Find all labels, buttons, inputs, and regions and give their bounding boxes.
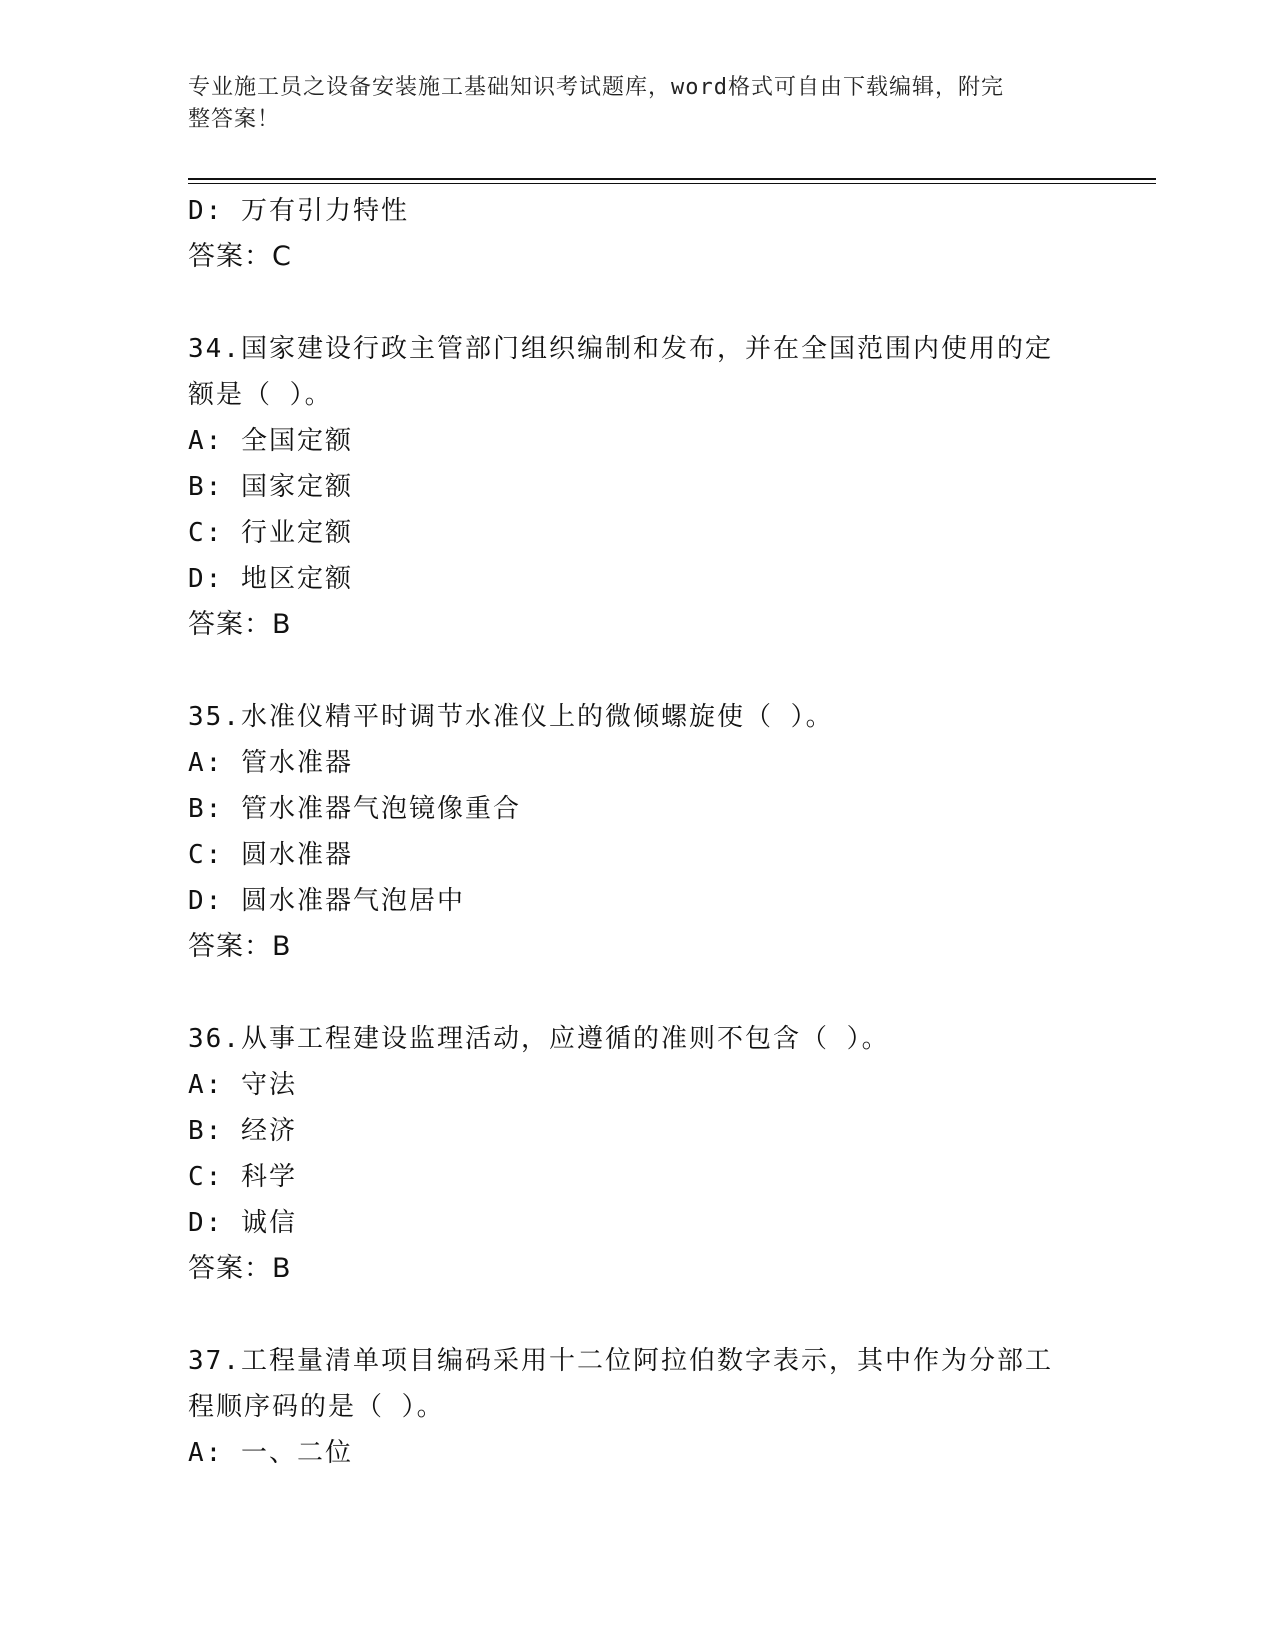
header-line-1: 专业施工员之设备安装施工基础知识考试题库，word格式可自由下载编辑，附完: [188, 75, 1004, 100]
question-list: [188, 188, 1088, 1476]
option-b: B: 经济: [188, 1116, 297, 1146]
question-36: [188, 1016, 1088, 1292]
option-d: D: 圆水准器气泡居中: [188, 886, 465, 916]
question-34: [188, 326, 1088, 648]
prev-answer: 答案：C: [188, 241, 292, 272]
option-b: B: 国家定额: [188, 472, 353, 502]
question-stem: 36.从事工程建设监理活动，应遵循的准则不包含（ ）。: [188, 1024, 890, 1054]
spacer: [188, 648, 1088, 694]
header-divider-thin: [188, 183, 1156, 184]
question-stem: 35.水准仪精平时调节水准仪上的微倾螺旋使（ ）。: [188, 702, 834, 732]
spacer: [188, 280, 1088, 326]
option-d: D: 地区定额: [188, 564, 353, 594]
question-35: [188, 694, 1088, 970]
option-c: C: 行业定额: [188, 518, 353, 548]
answer: 答案：B: [188, 609, 292, 640]
document-header: [188, 72, 1068, 136]
header-line-2: 整答案！: [188, 107, 281, 132]
question-stem: 37.工程量清单项目编码采用十二位阿拉伯数字表示，其中作为分部工: [188, 1346, 1053, 1376]
question-stem: 34.国家建设行政主管部门组织编制和发布，并在全国范围内使用的定: [188, 334, 1053, 364]
option-a: A: 一、二位: [188, 1438, 353, 1468]
option-c: C: 科学: [188, 1162, 297, 1192]
answer: 答案：B: [188, 931, 292, 962]
option-b: B: 管水准器气泡镜像重合: [188, 794, 521, 824]
option-a: A: 全国定额: [188, 426, 353, 456]
spacer: [188, 970, 1088, 1016]
option-a: A: 管水准器: [188, 748, 353, 778]
option-d: D: 诚信: [188, 1208, 297, 1238]
question-stem-cont: 额是（ ）。: [188, 380, 333, 410]
spacer: [188, 1292, 1088, 1338]
prev-option-d: D: 万有引力特性: [188, 196, 409, 226]
answer: 答案：B: [188, 1253, 292, 1284]
question-37: [188, 1338, 1088, 1476]
option-c: C: 圆水准器: [188, 840, 353, 870]
question-stem-cont: 程顺序码的是（ ）。: [188, 1392, 445, 1422]
header-divider-thick: [188, 178, 1156, 180]
option-a: A: 守法: [188, 1070, 297, 1100]
